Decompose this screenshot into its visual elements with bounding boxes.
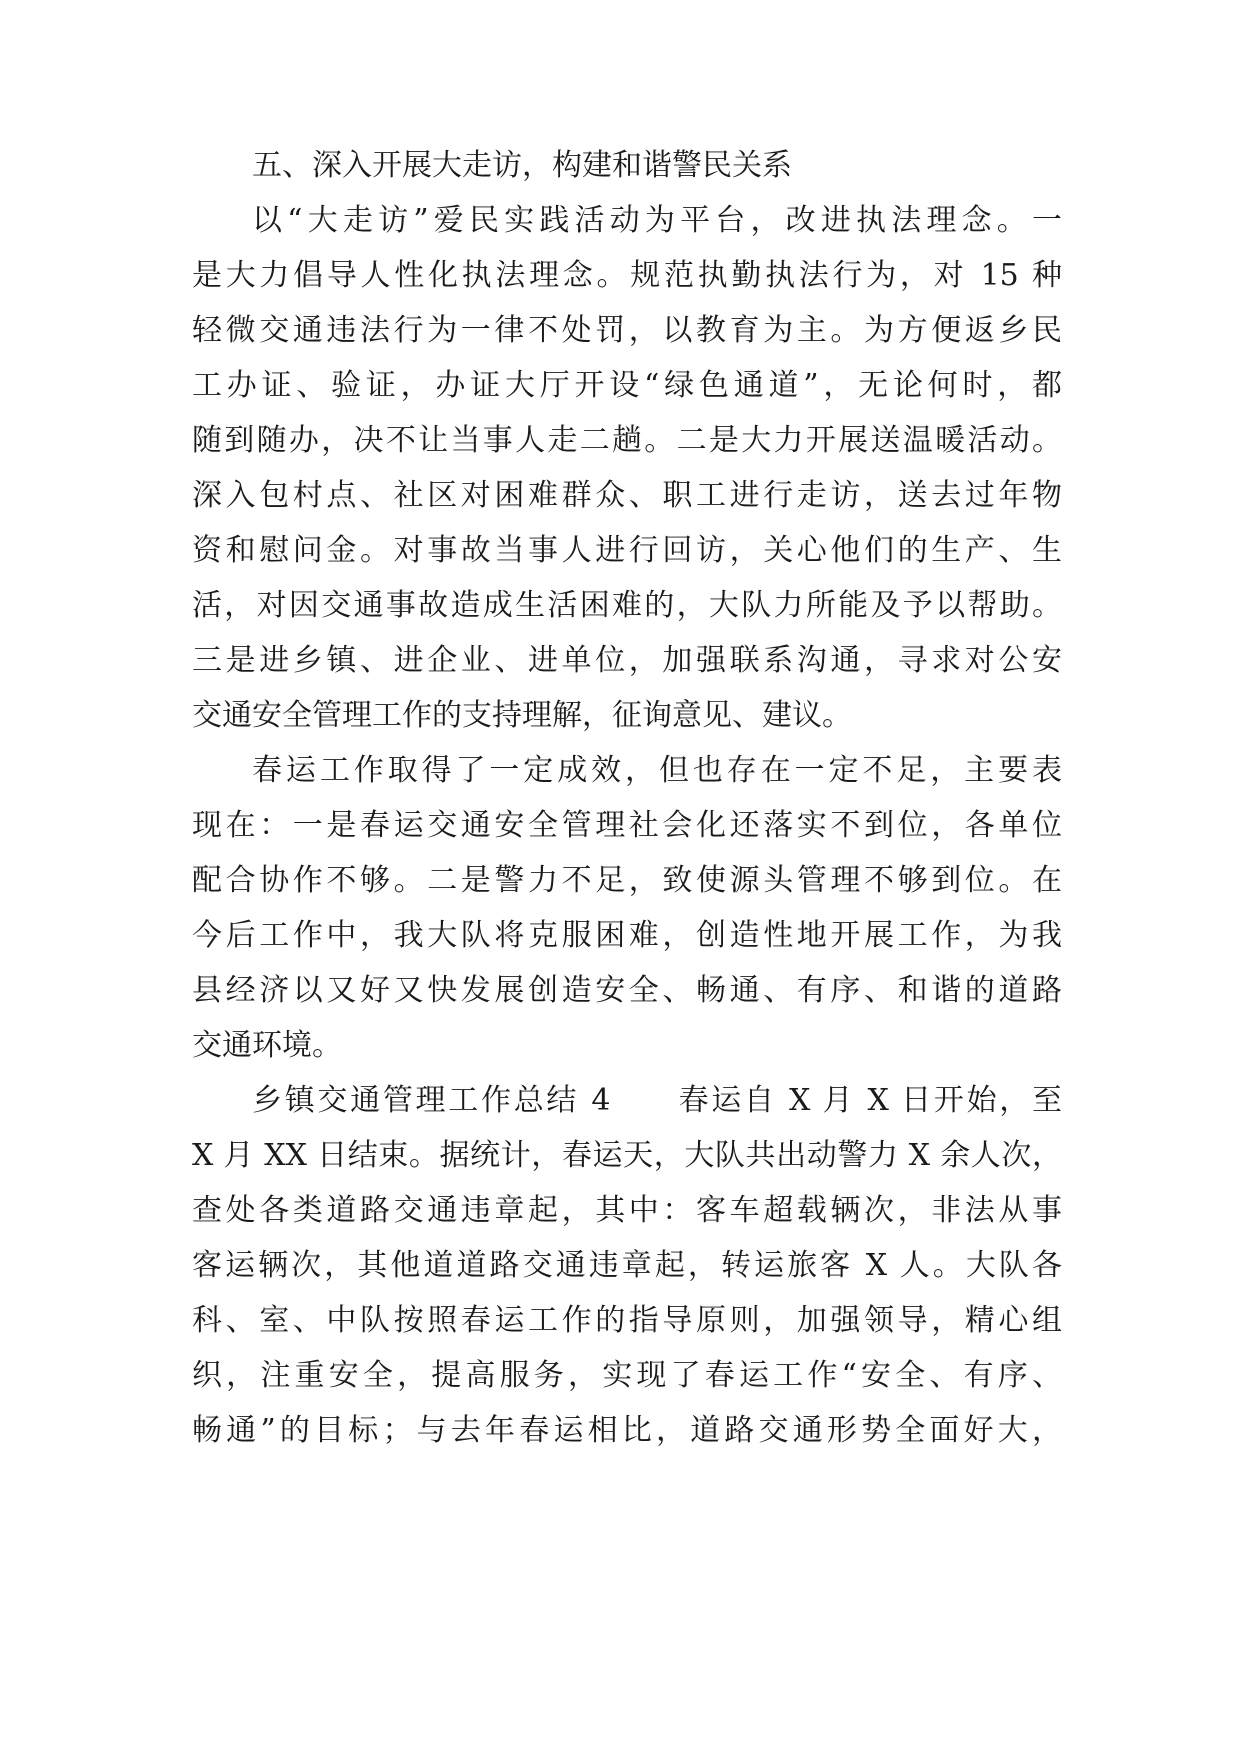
paragraph-line: 工办证、验证，办证大厅开设“绿色通道”，无论何时，都	[192, 368, 1062, 403]
paragraph-line: 乡镇交通管理工作总结 4 春运自 X 月 X 日开始，至	[252, 1083, 1062, 1118]
paragraph-line: 是大力倡导人性化执法理念。规范执勤执法行为，对 15 种	[192, 258, 1062, 293]
paragraph-line: 畅通”的目标；与去年春运相比，道路交通形势全面好大，	[192, 1413, 1062, 1448]
paragraph-line: 科、室、中队按照春运工作的指导原则，加强领导，精心组	[192, 1303, 1062, 1338]
paragraph-line: 查处各类道路交通违章起，其中：客车超载辆次，非法从事	[192, 1193, 1062, 1228]
paragraph-line: 织，注重安全，提高服务，实现了春运工作“安全、有序、	[192, 1358, 1062, 1393]
paragraph-line: X 月 XX 日结束。据统计，春运天，大队共出动警力 X 余人次，	[192, 1138, 1062, 1173]
paragraph-line: 客运辆次，其他道道路交通违章起，转运旅客 X 人。大队各	[192, 1248, 1062, 1283]
paragraph-line: 县经济以又好又快发展创造安全、畅通、有序、和谐的道路	[192, 973, 1062, 1008]
paragraph-line: 现在：一是春运交通安全管理社会化还落实不到位，各单位	[192, 808, 1062, 843]
paragraph-line: 资和慰问金。对事故当事人进行回访，关心他们的生产、生	[192, 533, 1062, 568]
paragraph-line: 交通环境。	[192, 1028, 342, 1063]
paragraph-line: 交通安全管理工作的支持理解，征询意见、建议。	[192, 698, 852, 733]
paragraph-line: 轻微交通违法行为一律不处罚，以教育为主。为方便返乡民	[192, 313, 1062, 348]
section-heading: 五、深入开展大走访，构建和谐警民关系	[252, 148, 792, 183]
paragraph-line: 活，对因交通事故造成生活困难的，大队力所能及予以帮助。	[192, 588, 1062, 623]
paragraph-line: 三是进乡镇、进企业、进单位，加强联系沟通，寻求对公安	[192, 643, 1062, 678]
paragraph-line: 春运工作取得了一定成效，但也存在一定不足，主要表	[252, 753, 1062, 788]
paragraph-line: 今后工作中，我大队将克服困难，创造性地开展工作，为我	[192, 918, 1062, 953]
paragraph-line: 随到随办，决不让当事人走二趟。二是大力开展送温暖活动。	[192, 423, 1062, 458]
paragraph-line: 以“大走访”爱民实践活动为平台，改进执法理念。一	[252, 203, 1062, 238]
paragraph-line: 配合协作不够。二是警力不足，致使源头管理不够到位。在	[192, 863, 1062, 898]
paragraph-line: 深入包村点、社区对困难群众、职工进行走访，送去过年物	[192, 478, 1062, 513]
